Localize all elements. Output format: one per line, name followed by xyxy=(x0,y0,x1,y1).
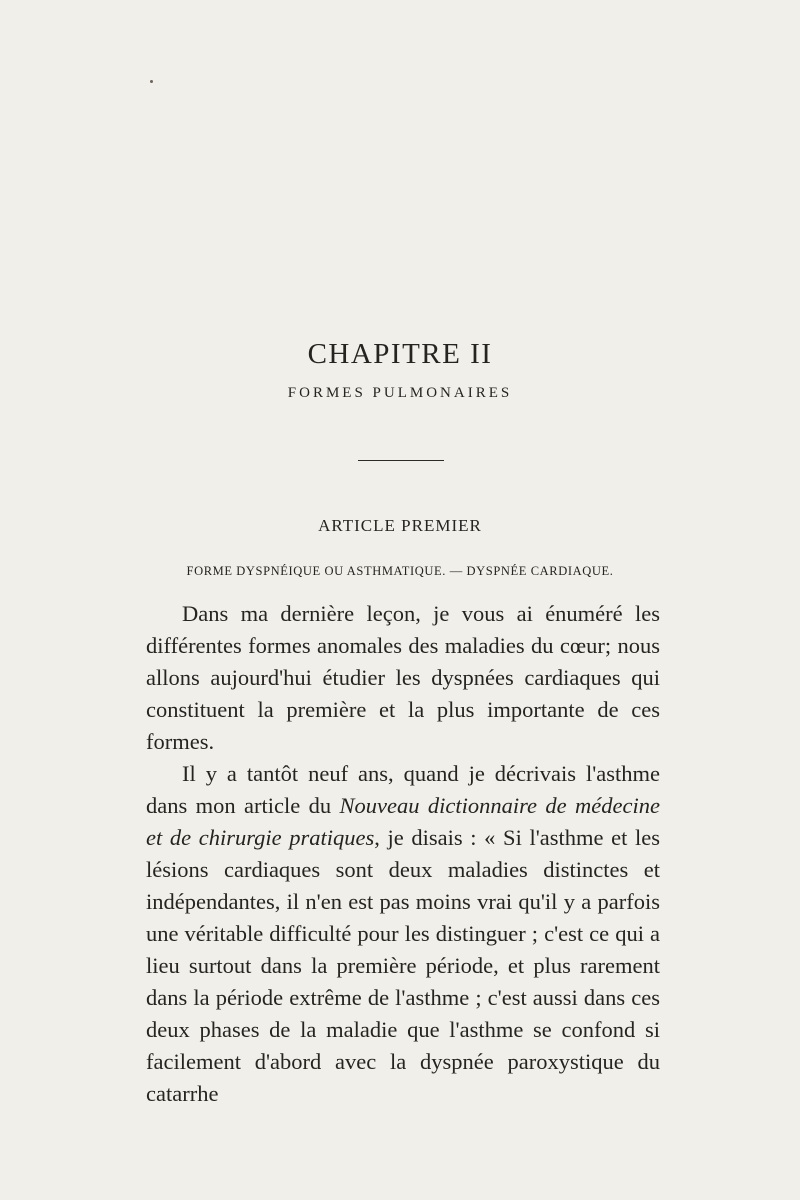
section-divider xyxy=(358,460,444,461)
paragraph-2 xyxy=(146,758,660,1110)
chapter-subtitle: FORMES PULMONAIRES xyxy=(287,385,513,401)
paragraph-1: Dans ma dernière leçon, je vous ai énuméré les différentes formes anomales des maladies du cœur; nous allons aujourd'hui étudier les dyspnées cardiaques qui constituent la première et la plus importante de ces formes. xyxy=(146,601,660,754)
article-title: ARTICLE PREMIER xyxy=(318,516,482,535)
page-speck xyxy=(150,80,153,83)
paragraph-2-italic-title: Nouveau dictionnaire de médecine et de chirurgie pratiques xyxy=(146,793,660,850)
chapter-title: CHAPITRE II xyxy=(307,338,493,370)
paragraph-2-start: Il y a tantôt neuf ans, quand je décrivais l'asthme dans mon article du xyxy=(146,761,660,818)
article-subtitle: FORME DYSPNÉIQUE OU ASTHMATIQUE. — DYSPNÉE CARDIAQUE. xyxy=(186,564,614,578)
body-text xyxy=(146,598,660,1110)
paragraph-2-end: , je disais : « Si l'asthme et les lésions cardiaques sont deux maladies distinctes et indépendantes, il n'en est pas moins vrai qu'il y a parfois une véritable difficulté pour les distinguer ; c'est ce qui a lieu surtout dans la première période, et plus rarement dans la période extrême de l'asthme ; c'est aussi dans ces deux phases de la maladie que l'asthme se confond si facilement d'abord avec la dyspnée paroxystique du catarrhe xyxy=(146,825,660,1106)
